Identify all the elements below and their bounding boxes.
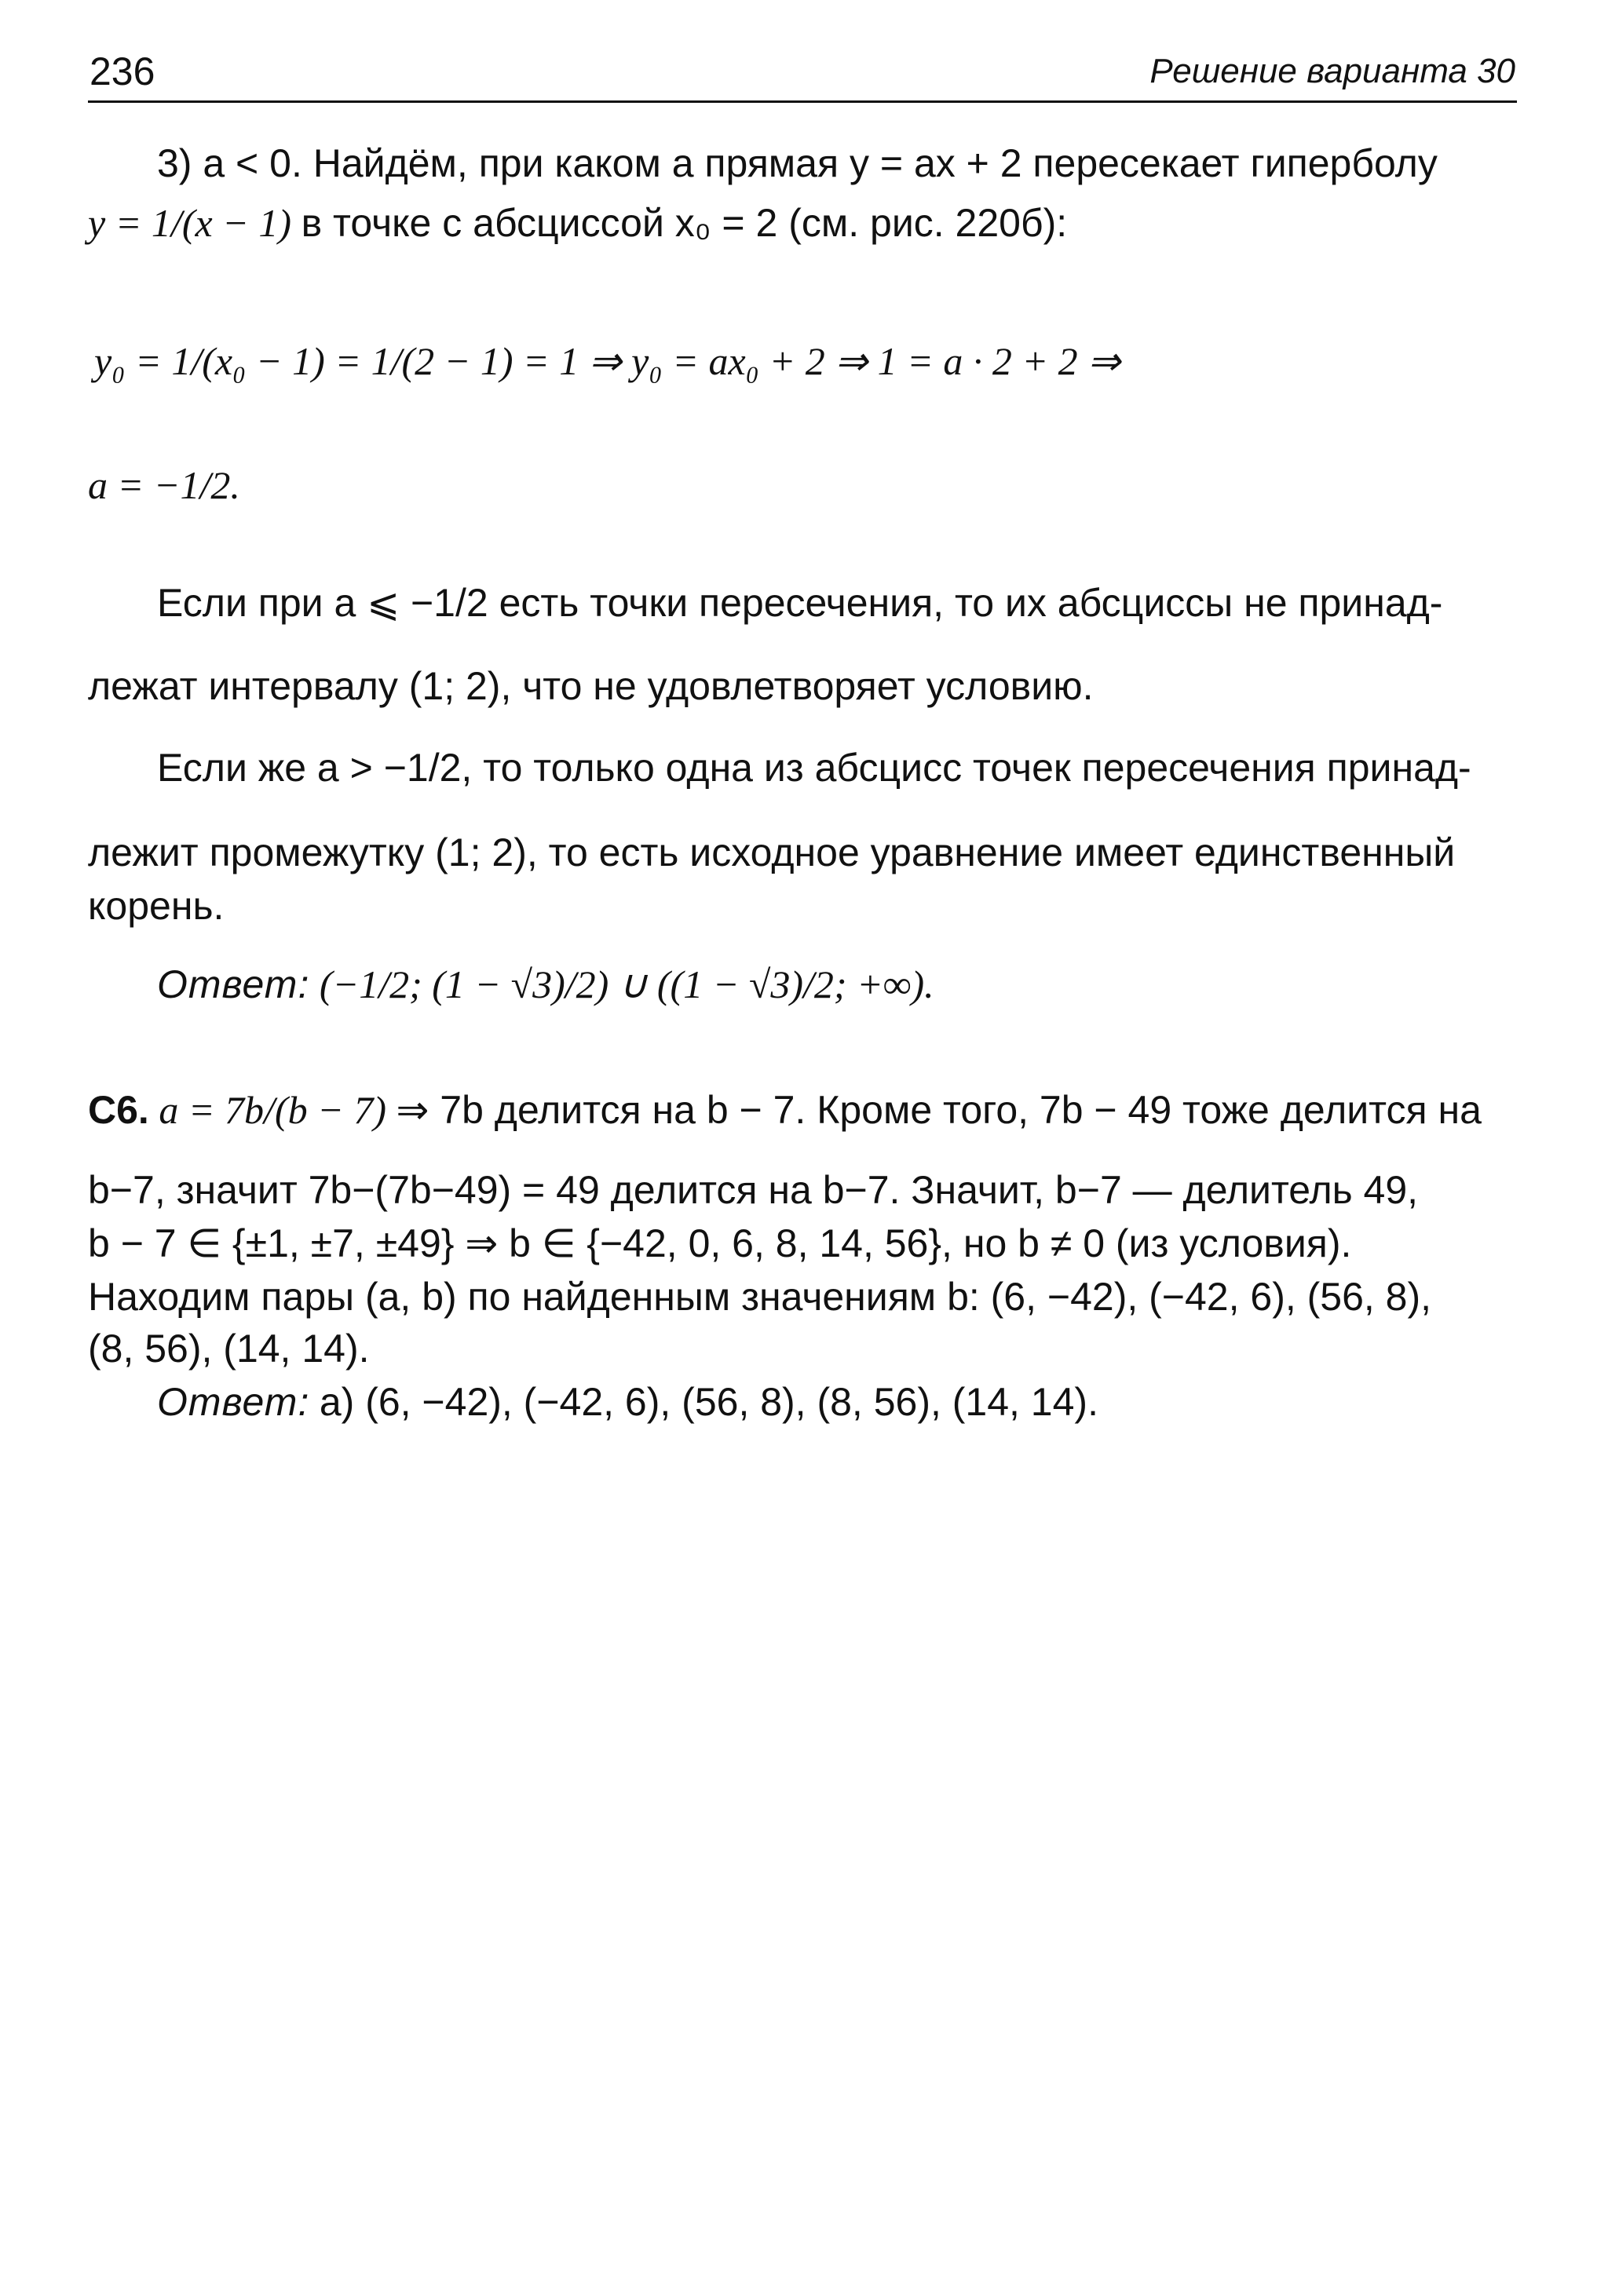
a-result: a = −1/2. (88, 463, 240, 507)
c6-line3: b − 7 ∈ {±1, ±7, ±49} ⇒ b ∈ {−42, 0, 6, 8, 14, 56}, но b ≠ 0 (из условия). (88, 1221, 1352, 1265)
page-header (88, 41, 1517, 103)
hyperbola-tail: в точке с абсциссой x₀ = 2 (см. рис. 220б): (301, 201, 1068, 245)
paragraph-a-gt-line3: корень. (88, 884, 225, 928)
paragraph-a-le: Если при a ⩽ −1/2 есть точки пересечения, то их абсциссы не принад- (157, 581, 1443, 625)
paragraph-a-gt-line2: лежит промежутку (1; 2), то есть исходное уравнение имеет единственный (88, 830, 1456, 874)
c6-line2: b−7, значит 7b−(7b−49) = 49 делится на b−7. Значит, b−7 — делитель 49, (88, 1168, 1419, 1212)
problem-label: С6. (88, 1088, 149, 1132)
page-number: 236 (90, 49, 155, 93)
y0-calculation: y₀ = 1/(x₀ − 1) = 1/(2 − 1) = 1 ⇒ y₀ = ax₀ + 2 ⇒ 1 = a · 2 + 2 ⇒ (94, 339, 1121, 383)
c6-line4: Находим пары (a, b) по найденным значениям b: (6, −42), (−42, 6), (56, 8), (88, 1275, 1432, 1319)
c6-line5: (8, 56), (14, 14). (88, 1327, 370, 1371)
paragraph-a-gt-condition: Если же a > −1/2, (157, 746, 473, 790)
answer-label: Ответ: (157, 1380, 310, 1424)
paragraph-a-gt: Если же a > −1/2, то только одна из абсцисс точек пересечения принад- (157, 746, 1471, 790)
paragraph-a-le-condition: Если при a ⩽ −1/2 (157, 581, 488, 625)
answer-2 (157, 1380, 1098, 1424)
paragraph-a-le-line2: лежат интервалу (1; 2), что не удовлетворяет условию. (88, 664, 1094, 708)
hyperbola-formula: y = 1/(x − 1) (88, 201, 292, 245)
c6-fraction: a = 7b/(b − 7) (159, 1088, 386, 1132)
case3-intro: 3) a < 0. Найдём, при каком a прямая y = ax + 2 пересекает гиперболу (157, 141, 1438, 185)
answer-1 (157, 962, 934, 1006)
answer-label: Ответ: (157, 962, 310, 1006)
c6-line1: С6. a = 7b/(b − 7) ⇒ 7b делится на b − 7. Кроме того, 7b − 49 тоже делится на (88, 1088, 1482, 1132)
answer-value: а) (6, −42), (−42, 6), (56, 8), (8, 56), (14, 14). (319, 1380, 1098, 1424)
running-title: Решение варианта 30 (1149, 52, 1515, 90)
hyperbola-equation (88, 201, 1067, 245)
answer-value: (−1/2; (1 − √3)/2) ∪ ((1 − √3)/2; +∞). (319, 962, 934, 1006)
